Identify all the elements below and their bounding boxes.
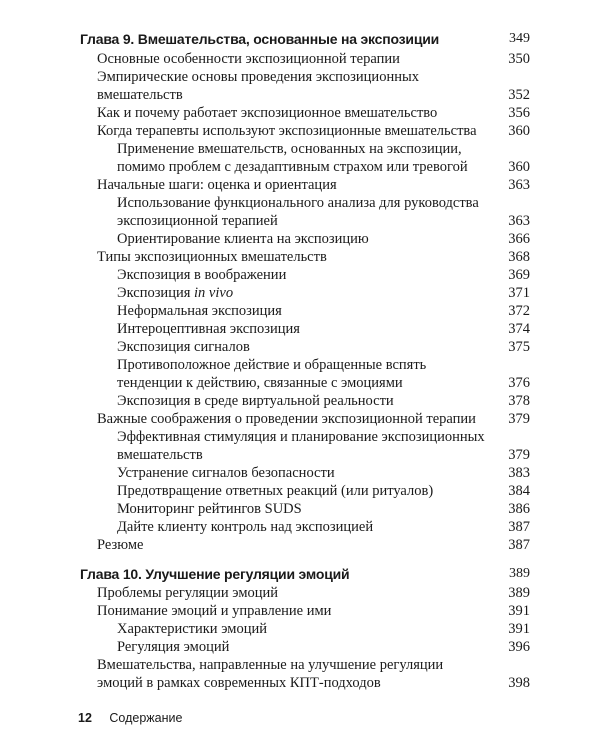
footer-section-title: Содержание xyxy=(109,711,183,725)
page-footer xyxy=(78,709,182,727)
toc-entry: Основные особенности экспозиционной терапии 350 xyxy=(97,51,530,67)
toc-entry: Начальные шаги: оценка и ориентация 363 xyxy=(97,177,530,193)
toc-subentry: Противоположное действие и обращенные вспять xyxy=(117,357,427,373)
toc-subentry-continuation: экспозиционной терапией 363 xyxy=(117,213,530,229)
toc-entry: Резюме 387 xyxy=(97,537,530,553)
chapter-title: Глава 10. Улучшение регуляции эмоций xyxy=(80,566,350,582)
toc-entry: Вмешательства, направленные на улучшение регуляции xyxy=(97,657,444,673)
toc-entry: Проблемы регуляции эмоций 389 xyxy=(97,585,530,601)
toc-subentry: Регуляция эмоций 396 xyxy=(117,639,530,655)
toc-subentry-continuation: тенденции к действию, связанные с эмоциями 376 xyxy=(117,375,530,391)
toc-subentry: Интероцептивная экспозиция 374 xyxy=(117,321,530,337)
chapter-heading xyxy=(0,565,600,583)
footer-page-number: 12 xyxy=(78,711,92,725)
toc-subentry: Экспозиция в воображении 369 xyxy=(117,267,530,283)
toc-subentry: Ориентирование клиента на экспозицию 366 xyxy=(117,231,530,247)
toc-subentry-continuation: вмешательств 379 xyxy=(117,447,530,463)
toc-subentry: Применение вмешательств, основанных на экспозиции, xyxy=(117,141,462,157)
toc-subentry: Неформальная экспозиция 372 xyxy=(117,303,530,319)
toc-subentry: Мониторинг рейтингов SUDS 386 xyxy=(117,501,530,517)
toc-subentry: Устранение сигналов безопасности 383 xyxy=(117,465,530,481)
toc-entry: Типы экспозиционных вмешательств 368 xyxy=(97,249,530,265)
toc-entry: Важные соображения о проведении экспозиционной терапии 379 xyxy=(97,411,530,427)
toc-subentry: Использование функционального анализа для руководства xyxy=(117,195,479,211)
toc-entry: Как и почему работает экспозиционное вмешательство 356 xyxy=(97,105,530,121)
toc-subentry: Экспозиция сигналов 375 xyxy=(117,339,530,355)
chapter-title: Глава 9. Вмешательства, основанные на экспозиции xyxy=(80,31,440,47)
toc-subentry: Характеристики эмоций 391 xyxy=(117,621,530,637)
toc-subentry: Эффективная стимуляция и планирование экспозиционных xyxy=(117,429,485,445)
page-number: 349 xyxy=(509,31,530,46)
toc-subentry-continuation: помимо проблем с дезадаптивным страхом или тревогой 360 xyxy=(117,159,530,175)
toc-subentry: Экспозиция в среде виртуальной реальности 378 xyxy=(117,393,530,409)
toc-subentry: Предотвращение ответных реакций (или ритуалов) 384 xyxy=(117,483,530,499)
page-number: 389 xyxy=(509,566,530,581)
toc-entry: Понимание эмоций и управление ими 391 xyxy=(97,603,530,619)
toc-entry-continuation: вмешательств 352 xyxy=(97,87,530,103)
toc-entry: Когда терапевты используют экспозиционные вмешательства 360 xyxy=(97,123,530,139)
toc-subentry: Экспозиция in vivo 371 xyxy=(117,285,530,301)
toc-entry: Эмпирические основы проведения экспозиционных xyxy=(97,69,419,85)
chapter-heading xyxy=(0,30,600,48)
toc-subentry: Дайте клиенту контроль над экспозицией 387 xyxy=(117,519,530,535)
toc-entry-continuation: эмоций в рамках современных КПТ-подходов 398 xyxy=(97,675,530,691)
